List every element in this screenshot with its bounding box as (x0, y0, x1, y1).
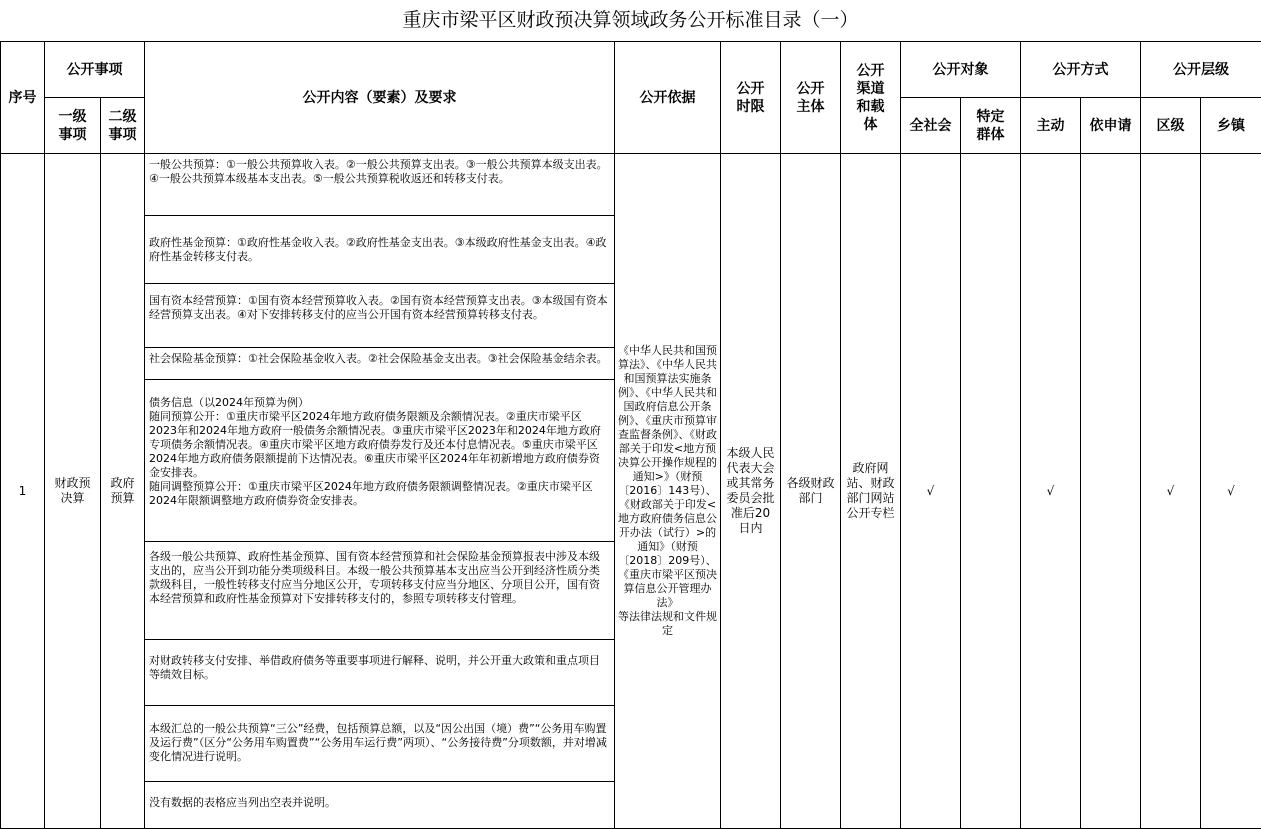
content-item: 对财政转移支付安排、举借政府债务等重要事项进行解释、说明，并公开重大政策和重点项目等绩效目标。 (145, 640, 614, 706)
content-item: 社会保险基金预算：①社会保险基金收入表。②社会保险基金支出表。③社会保险基金结余表。 (145, 348, 614, 380)
header-subject: 公开主体 (781, 42, 841, 154)
content-item: 本级汇总的一般公共预算“三公”经费，包括预算总额，以及“因公出国（境）费”“公务用车购置及运行费”（区分“公务用车购置费”“公务用车运行费”两项）、“公务接待费”分项数额，并对增减变化情况进行说明。 (145, 706, 614, 782)
content-item: 债务信息（以2024年预算为例） 随同预算公开：①重庆市梁平区2024年地方政府债务限额及余额情况表。②重庆市梁平区2023年和2024年地方政府一般债务余额情况表。③重庆市梁平区2023年和2024年地方政府专项债务余额情况表。④重庆市梁平区地方政府债券发行及还本付息情况表。⑤重庆市梁平区2024年地方政府债务限额提前下达情况表。⑥重庆市梁平区2024年年初新增地方政府债券资金安排表。 随同调整预算公开：①重庆市梁平区2024年地方政府债务限额调整情况表。②重庆市梁平区2024年限额调整地方政府债券资金安排表。 (145, 380, 614, 542)
row-content (145, 154, 615, 829)
header-seq: 序号 (1, 42, 45, 154)
content-item: 国有资本经营预算：①国有资本经营预算收入表。②国有资本经营预算支出表。③本级国有资本经营预算支出表。④对下安排转移支付的应当公开国有资本经营预算转移支付表。 (145, 284, 614, 348)
content-item: 没有数据的表格应当列出空表并说明。 (145, 782, 614, 828)
row-method-request (1081, 154, 1141, 829)
row-channel: 政府网站、财政部门网站公开专栏 (841, 154, 901, 829)
row-method-active: √ (1021, 154, 1081, 829)
row-subject: 各级财政部门 (781, 154, 841, 829)
header-channel: 公开渠道和载体 (841, 42, 901, 154)
row-basis: 《中华人民共和国预算法》、《中华人民共和国预算法实施条例》、《中华人民共和国政府信息公开条例》、《重庆市预算审查监督条例》、《财政部关于印发<地方预决算公开操作规程的通知>》（财预〔2016〕143号）、《财政部关于印发<地方政府债务信息公开办法（试行）>的通知》（财预〔2018〕209号）、《重庆市梁平区预决算信息公开管理办法》 等法律法规和文件规定 (615, 154, 721, 829)
catalog-table (0, 41, 1261, 829)
header-content: 公开内容（要素）及要求 (145, 42, 615, 154)
header-level: 公开层级 (1141, 42, 1261, 98)
header-basis: 公开依据 (615, 42, 721, 154)
content-item: 政府性基金预算：①政府性基金收入表。②政府性基金支出表。③本级政府性基金支出表。④政府性基金转移支付表。 (145, 216, 614, 284)
row-seq: 1 (1, 154, 45, 829)
header-audience-specific: 特定群体 (961, 98, 1021, 154)
header-level-town: 乡镇 (1201, 98, 1261, 154)
header-method-request: 依申请 (1081, 98, 1141, 154)
header-level1: 一级 事项 (45, 98, 101, 154)
header-level2: 二级 事项 (101, 98, 145, 154)
header-method: 公开方式 (1021, 42, 1141, 98)
header-time-limit: 公开时限 (721, 42, 781, 154)
row-time-limit: 本级人民代表大会或其常务委员会批准后20日内 (721, 154, 781, 829)
header-level-district: 区级 (1141, 98, 1201, 154)
header-matter: 公开事项 (45, 42, 145, 98)
row-audience-specific (961, 154, 1021, 829)
header-method-active: 主动 (1021, 98, 1081, 154)
content-item: 各级一般公共预算、政府性基金预算、国有资本经营预算和社会保险基金预算报表中涉及本级支出的，应当公开到功能分类项级科目。本级一般公共预算基本支出应当公开到经济性质分类款级科目，一般性转移支付应当分地区公开，专项转移支付应当分地区、分项目公开，国有资本经营预算和政府性基金预算对下安排转移支付的，参照专项转移支付管理。 (145, 542, 614, 640)
content-item: 一般公共预算：①一般公共预算收入表。②一般公共预算支出表。③一般公共预算本级支出表。④一般公共预算本级基本支出表。⑤一般公共预算税收返还和转移支付表。 (145, 154, 614, 216)
row-level2: 政府预算 (101, 154, 145, 829)
row-level-district: √ (1141, 154, 1201, 829)
header-audience-all: 全社会 (901, 98, 961, 154)
page-title: 重庆市梁平区财政预决算领域政务公开标准目录（一） (0, 0, 1261, 41)
header-audience: 公开对象 (901, 42, 1021, 98)
row-audience-all: √ (901, 154, 961, 829)
row-level-town: √ (1201, 154, 1261, 829)
row-level1: 财政预决算 (45, 154, 101, 829)
